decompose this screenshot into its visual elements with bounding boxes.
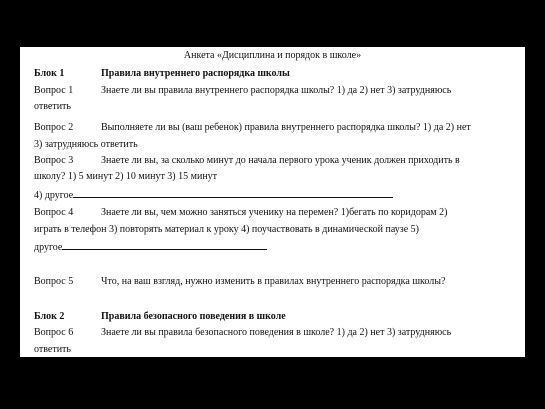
question-3-label: Вопрос 3	[34, 155, 74, 166]
question-2-label: Вопрос 2	[34, 122, 74, 133]
question-6-text: Знаете ли вы правила безопасного поведения в школе? 1) да 2) нет 3) затрудняюсь	[101, 327, 452, 338]
question-2-text: Выполняете ли вы (ваш ребенок) правила внутреннего распорядка школы? 1) да 2) нет	[101, 122, 471, 133]
question-1-label: Вопрос 1	[34, 85, 74, 96]
question-6-label: Вопрос 6	[34, 327, 74, 338]
document-page	[20, 47, 525, 357]
question-4-label: Вопрос 4	[34, 207, 74, 218]
question-3-other-label: 4) другое	[34, 190, 74, 201]
question-3-text-cont: школу? 1) 5 минут 2) 10 минут 3) 15 минут	[34, 171, 218, 182]
block-2-label: Блок 2	[34, 311, 65, 322]
question-3-other-blank[interactable]	[73, 188, 393, 198]
question-4-other-row	[34, 240, 519, 254]
question-4-text: Знаете ли вы, чем можно заняться ученику на перемен? 1)бегать по коридорам 2)	[101, 207, 448, 218]
question-5-text: Что, на ваш взгляд, нужно изменить в правилах внутреннего распорядка школы?	[101, 276, 446, 287]
question-6-text-cont: ответить	[34, 344, 71, 355]
question-1-text: Знаете ли вы правила внутреннего распорядка школы? 1) да 2) нет 3) затрудняюсь	[101, 85, 452, 96]
question-1-text-cont: ответить	[34, 101, 71, 112]
question-3-text: Знаете ли вы, за сколько минут до начала первого урока ученик должен приходить в	[101, 155, 460, 166]
question-5-label: Вопрос 5	[34, 276, 74, 287]
question-4-other-label: другое	[34, 242, 63, 253]
question-4-other-blank[interactable]	[62, 240, 267, 250]
block-1-label: Блок 1	[34, 68, 65, 79]
block-2-heading: Правила безопасного поведения в школе	[101, 311, 286, 322]
document-title: Анкета «Дисциплина и порядок в школе»	[183, 50, 362, 61]
question-4-text-cont: играть в телефон 3) повторять материал к уроку 4) поучаствовать в динамической паузе 5)	[34, 224, 420, 235]
block-1-heading: Правила внутреннего распорядка школы	[101, 68, 290, 79]
question-2-text-cont: 3) затрудняюсь ответить	[34, 139, 138, 150]
question-3-other-row	[34, 188, 519, 202]
